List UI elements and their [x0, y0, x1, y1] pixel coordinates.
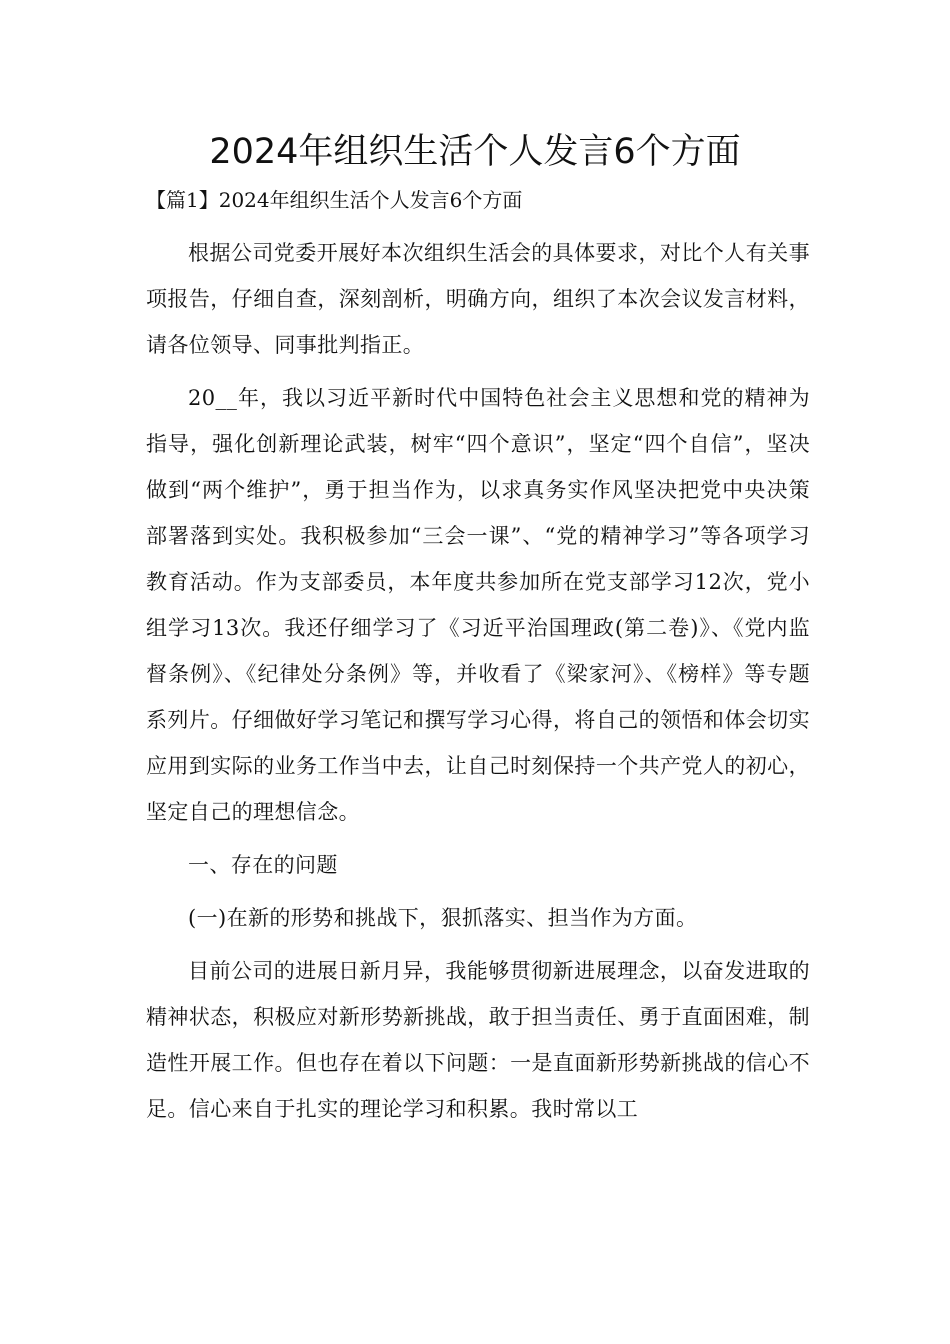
paragraph-intro: 根据公司党委开展好本次组织生活会的具体要求，对比个人有关事项报告，仔细自查，深刻剖析，明确方向，组织了本次会议发言材料，请各位领导、同事批判指正。 [146, 241, 810, 357]
paragraph-study-summary: 20__年，我以习近平新时代中国特色社会主义思想和党的精神为指导，强化创新理论武装，树牢“四个意识”，坚定“四个自信”，坚决做到“两个维护”，勇于担当作为，以求真务实作风坚决把党中央决策部署落到实处。我积极参加“三会一课”、“党的精神学习”等各项学习教育活动。作为支部委员，本年度共参加所在党支部学习12次，党小组学习13次。我还仔细学习了《习近平治国理政(第二卷)》、《党内监督条例》、《纪律处分条例》等，并收看了《梁家河》、《榜样》等专题系列片。仔细做好学习笔记和撰写学习心得，将自己的领悟和体会切实应用到实际的业务工作当中去，让自己时刻保持一个共产党人的初心，坚定自己的理想信念。 [146, 386, 810, 824]
section-heading-problems: 一、存在的问题 [188, 853, 338, 877]
document-body [146, 230, 810, 1139]
section-label: 【篇1】2024年组织生活个人发言6个方面 [146, 188, 523, 212]
subsection-heading-1: (一)在新的形势和挑战下，狠抓落实、担当作为方面。 [188, 906, 698, 930]
paragraph-problems-detail: 目前公司的进展日新月异，我能够贯彻新进展理念，以奋发进取的精神状态，积极应对新形势新挑战，敢于担当责任、勇于直面困难，制造性开展工作。但也存在着以下问题：一是直面新形势新挑战的信心不足。信心来自于扎实的理论学习和积累。我时常以工 [146, 959, 810, 1121]
document-title: 2024年组织生活个人发言6个方面 [209, 132, 741, 172]
